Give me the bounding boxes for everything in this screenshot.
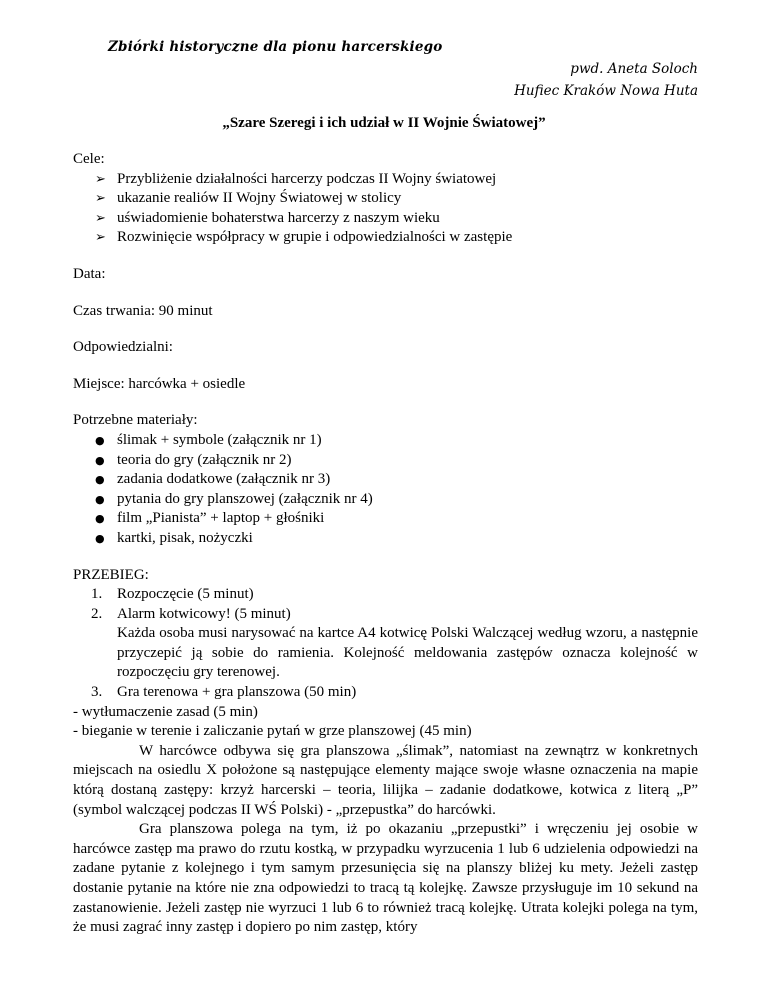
arrow-bullet-icon: ➢ [95, 171, 106, 187]
dot-bullet-icon: ● [95, 453, 105, 467]
materials-list [73, 431, 698, 549]
substep-field-game: - bieganie w terenie i zaliczanie pytań w grze planszowej (45 min) [73, 723, 472, 740]
duration-field: Czas trwania: 90 minut [73, 302, 213, 319]
responsible-field: Odpowiedzialni: [73, 339, 173, 356]
material-item: ● zadania dodatkowe (załącznik nr 3) [73, 470, 698, 490]
arrow-bullet-icon: ➢ [95, 230, 106, 246]
goal-item: ➢ Rozwinięcie współpracy w grupie i odpowiedzialności w zastępie [73, 228, 698, 248]
course-step: 3. Gra terenowa + gra planszowa (50 min) [91, 684, 357, 701]
game-paragraph-1: W harcówce odbywa się gra planszowa „ślimak”, natomiast na zewnątrz w konkretnych miejscach na osiedlu X położone są następujące elementy mające swoje własne oznaczenia na mapie którą dostaną zastępy: krzyż harcerski – teoria, lilijka – zadanie dodatkowe, kotwica z literą „P” (symbol walczącej podczas II WŚ Polski) - „przepustka” do harcówki. [73, 742, 698, 818]
course-step: 2. Alarm kotwicowy! (5 minut) [91, 605, 291, 622]
dot-bullet-icon: ● [95, 433, 105, 447]
series-title: Zbiórki historyczne dla pionu harcerskiego [108, 39, 443, 55]
goal-item: ➢ Przybliżenie działalności harcerzy podczas II Wojny światowej [73, 170, 698, 190]
goal-item: ➢ uświadomienie bohaterstwa harcerzy z naszym wieku [73, 209, 698, 229]
course-steps [73, 585, 698, 624]
step2-description: Każda osoba musi narysować na kartce A4 kotwicę Polski Walczącej według wzoru, a następnie przyczepić ją sobie do ramienia. Kolejność meldowania zastępów oznacza kolejność w rozpoczęciu gry terenowej. [117, 625, 698, 681]
course-label: PRZEBIEG: [73, 566, 149, 583]
document-body [73, 150, 698, 938]
arrow-bullet-icon: ➢ [95, 191, 106, 207]
material-item: ● ślimak + symbole (załącznik nr 1) [73, 431, 698, 451]
dot-bullet-icon: ● [95, 492, 105, 506]
document-title: „Szare Szeregi i ich udział w II Wojnie Światowej” [222, 115, 546, 131]
author-name: pwd. Aneta Soloch [570, 61, 698, 77]
arrow-bullet-icon: ➢ [95, 210, 106, 226]
goals-list [73, 170, 698, 248]
material-item: ● kartki, pisak, nożyczki [73, 529, 698, 549]
goals-label: Cele: [73, 151, 105, 167]
dot-bullet-icon: ● [95, 531, 105, 545]
place-field: Miejsce: harcówka + osiedle [73, 375, 246, 392]
material-item: ● pytania do gry planszowej (załącznik nr 4) [73, 490, 698, 510]
course-step: 1. Rozpoczęcie (5 minut) [91, 586, 254, 603]
material-item: ● film „Pianista” + laptop + głośniki [73, 509, 698, 529]
substep-rules: - wytłumaczenie zasad (5 min) [73, 703, 258, 720]
material-item: ● teoria do gry (załącznik nr 2) [73, 451, 698, 471]
materials-label: Potrzebne materiały: [73, 412, 198, 429]
goal-item: ➢ ukazanie realiów II Wojny Światowej w stolicy [73, 189, 698, 209]
dot-bullet-icon: ● [95, 512, 105, 526]
course-steps-cont [73, 683, 698, 703]
unit-name: Hufiec Kraków Nowa Huta [514, 83, 698, 99]
game-paragraph-2: Gra planszowa polega na tym, iż po okazaniu „przepustki” i wręczeniu jej osobie w harcówce zastęp ma prawo do rzutu kostką, w przypadku wyrzucenia 1 lub 6 udzielenia odpowiedzi na zadane pytanie z kolejnego i tym samym przesunięcia się na planszy bliżej ku mety. Jeżeli zastęp dostanie pytanie na które nie zna odpowiedzi to tracą tą kolejkę. Zawsze przysługuje im 10 sekund na zastanowienie. Jeżeli zastęp nie wyrzuci 1 lub 6 to również tracą kolejkę. Utrata kolejki polega na tym, że musi zagrać inny zastęp i dopiero po nim zastęp, który [73, 821, 698, 936]
date-field: Data: [73, 265, 106, 282]
dot-bullet-icon: ● [95, 473, 105, 487]
